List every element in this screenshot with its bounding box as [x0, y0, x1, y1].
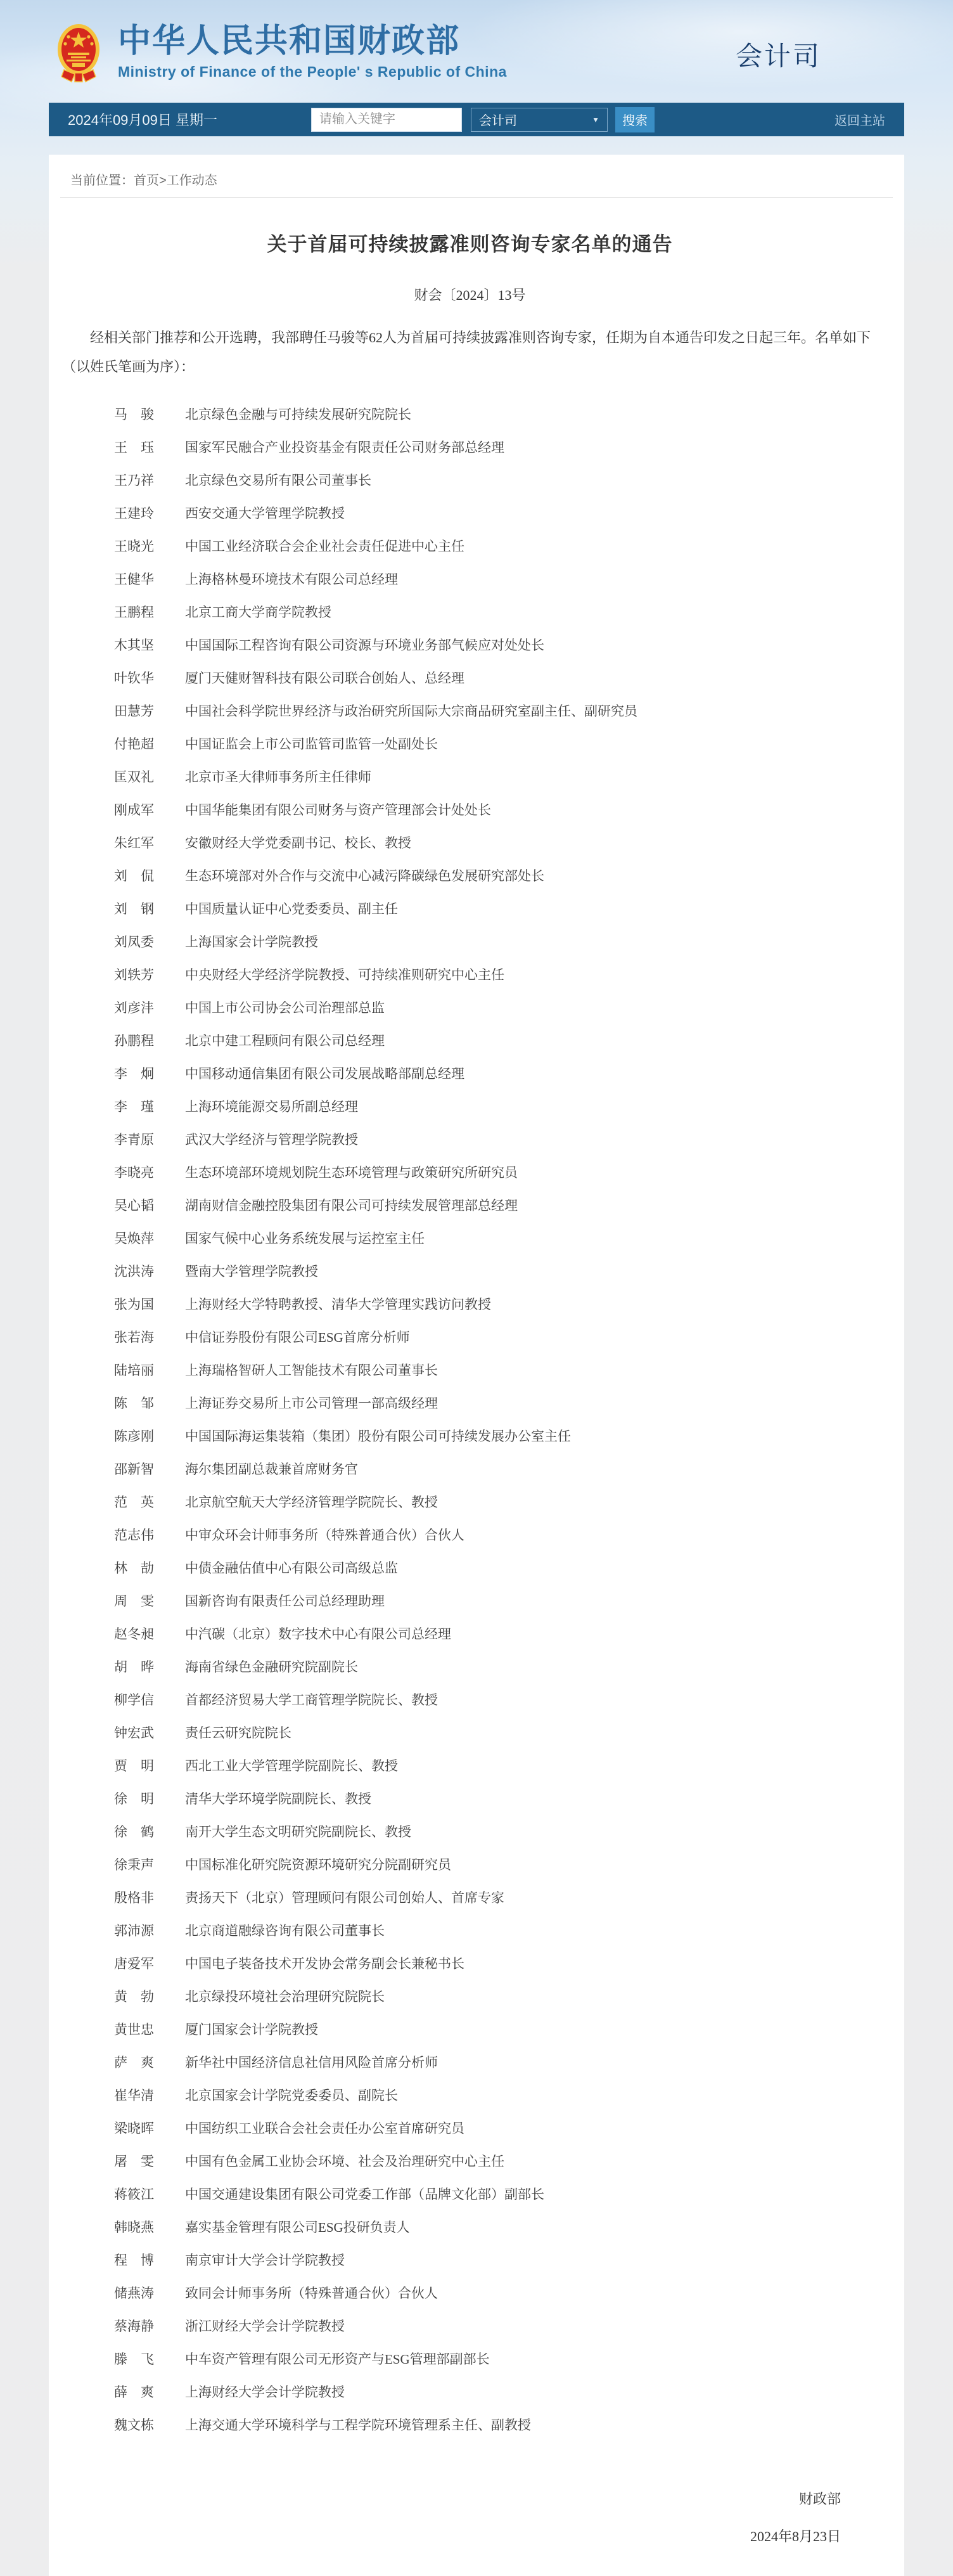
expert-title: 中国标准化研究院资源环境研究分院副研究员 [185, 1857, 451, 1872]
expert-name: 程 博 [114, 2253, 154, 2268]
expert-name: 李 炯 [114, 1066, 154, 1081]
expert-title: 厦门国家会计学院教授 [185, 2022, 318, 2037]
expert-name: 林 劼 [114, 1561, 154, 1576]
expert-row [114, 1782, 878, 1815]
expert-title: 上海交通大学环境科学与工程学院环境管理系主任、副教授 [185, 2418, 531, 2433]
expert-row [114, 629, 878, 662]
expert-name: 刘 钢 [114, 901, 154, 917]
brand [56, 23, 507, 88]
expert-row [114, 1716, 878, 1749]
expert-name: 黄 勃 [114, 1989, 154, 2004]
document-number: 财会〔2024〕13号 [414, 287, 526, 303]
search-input[interactable] [311, 108, 462, 132]
expert-name: 赵冬昶 [114, 1626, 154, 1642]
expert-row [114, 1090, 878, 1123]
breadcrumb-prefix: 当前位置： [70, 174, 134, 188]
expert-row [114, 530, 878, 563]
expert-name: 刘彦沣 [114, 1000, 154, 1015]
expert-name: 刘轶芳 [114, 967, 154, 982]
expert-title: 中国华能集团有限公司财务与资产管理部会计处处长 [185, 802, 491, 818]
expert-row [114, 1848, 878, 1881]
expert-title: 南京审计大学会计学院教授 [185, 2253, 345, 2268]
expert-title: 北京航空航天大学经济管理学院院长、教授 [185, 1495, 438, 1510]
expert-title: 中国国际海运集装箱（集团）股份有限公司可持续发展办公室主任 [185, 1429, 571, 1444]
expert-name: 张为国 [114, 1297, 154, 1312]
expert-title: 上海国家会计学院教授 [185, 934, 318, 950]
expert-title: 中车资产管理有限公司无形资产与ESG管理部副部长 [185, 2352, 490, 2367]
expert-title: 上海瑞格智研人工智能技术有限公司董事长 [185, 1363, 438, 1378]
expert-name: 田慧芳 [114, 704, 154, 719]
expert-title: 首都经济贸易大学工商管理学院院长、教授 [185, 1692, 438, 1708]
expert-name: 萨 爽 [114, 2055, 154, 2070]
expert-row [114, 1420, 878, 1453]
expert-row [114, 794, 878, 827]
expert-title: 中国纺织工业联合会社会责任办公室首席研究员 [185, 2121, 464, 2136]
expert-title: 上海财经大学特聘教授、清华大学管理实践访问教授 [185, 1297, 491, 1312]
notice-document [49, 228, 904, 2546]
expert-name: 邵新智 [114, 1462, 154, 1477]
page-title: 关于首届可持续披露准则咨询专家名单的通告 [267, 233, 673, 255]
expert-row [114, 1618, 878, 1651]
expert-title: 中债金融估值中心有限公司高级总监 [185, 1561, 398, 1576]
expert-title: 湖南财信金融控股集团有限公司可持续发展管理部总经理 [185, 1198, 518, 1213]
expert-row [114, 892, 878, 925]
expert-row [114, 2277, 878, 2310]
expert-row [114, 1486, 878, 1519]
expert-title: 中国社会科学院世界经济与政治研究所国际大宗商品研究室副主任、副研究员 [185, 704, 637, 719]
expert-name: 徐 鹤 [114, 1824, 154, 1839]
expert-name: 匡双礼 [114, 770, 154, 785]
expert-title: 北京绿色金融与可持续发展研究院院长 [185, 407, 411, 422]
expert-name: 陈 邹 [114, 1396, 154, 1411]
expert-row [114, 1123, 878, 1156]
intro-paragraph: 经相关部门推荐和公开选聘，我部聘任马骏等62人为首届可持续披露准则咨询专家，任期为自本通告印发之日起三年。名单如下（以姓氏笔画为序）： [62, 330, 871, 375]
expert-title: 上海证券交易所上市公司管理一部高级经理 [185, 1396, 438, 1411]
expert-row [114, 2145, 878, 2178]
expert-row [114, 1947, 878, 1980]
expert-title: 中国交通建设集团有限公司党委工作部（品牌文化部）副部长 [185, 2187, 544, 2202]
national-emblem-icon [56, 23, 101, 88]
breadcrumb-separator: > [159, 174, 167, 188]
expert-title: 生态环境部环境规划院生态环境管理与政策研究所研究员 [185, 1165, 518, 1180]
expert-name: 崔华清 [114, 2088, 154, 2103]
expert-name: 钟宏武 [114, 1725, 154, 1741]
expert-row [114, 596, 878, 629]
expert-title: 责扬天下（北京）管理顾问有限公司创始人、首席专家 [185, 1890, 504, 1905]
top-navigation-bar [49, 103, 904, 136]
site-header [0, 0, 953, 103]
expert-title: 中信证券股份有限公司ESG首席分析师 [185, 1330, 410, 1345]
expert-name: 叶钦华 [114, 671, 154, 686]
expert-row [114, 1288, 878, 1321]
breadcrumb-section-link[interactable]: 工作动态 [166, 174, 217, 188]
expert-name: 朱红军 [114, 835, 154, 851]
expert-title: 中国有色金属工业协会环境、社会及治理研究中心主任 [185, 2154, 504, 2169]
site-subtitle: Ministry of Finance of the People' s Republic of China [118, 63, 507, 80]
expert-name: 殷格非 [114, 1890, 154, 1905]
expert-name: 陆培丽 [114, 1363, 154, 1378]
expert-title: 北京商道融绿咨询有限公司董事长 [185, 1923, 385, 1938]
expert-row [114, 1387, 878, 1420]
expert-name: 李晓亮 [114, 1165, 154, 1180]
expert-name: 蒋筱江 [114, 2187, 154, 2202]
expert-row [114, 1585, 878, 1618]
expert-row [114, 1057, 878, 1090]
expert-row [114, 1519, 878, 1552]
expert-title: 北京中建工程顾问有限公司总经理 [185, 1033, 385, 1048]
expert-row [114, 1914, 878, 1947]
expert-name: 徐 明 [114, 1791, 154, 1806]
department-name: 会计司 [735, 41, 821, 71]
expert-row [114, 1980, 878, 2013]
expert-row [114, 827, 878, 860]
chevron-down-icon: ▼ [592, 115, 599, 124]
expert-row [114, 563, 878, 596]
expert-name: 郭沛源 [114, 1923, 154, 1938]
expert-name: 韩晓燕 [114, 2220, 154, 2235]
expert-name: 黄世忠 [114, 2022, 154, 2037]
expert-title: 中国移动通信集团有限公司发展战略部副总经理 [185, 1066, 464, 1081]
expert-row [114, 1222, 878, 1255]
breadcrumb-home-link[interactable]: 首页 [134, 174, 159, 188]
expert-name: 周 雯 [114, 1594, 154, 1609]
expert-title: 嘉实基金管理有限公司ESG投研负责人 [185, 2220, 410, 2235]
expert-row [114, 2409, 878, 2442]
expert-name: 储燕涛 [114, 2286, 154, 2301]
expert-row [114, 728, 878, 761]
expert-title: 北京市圣大律师事务所主任律师 [185, 770, 371, 785]
expert-name: 范志伟 [114, 1528, 154, 1543]
expert-name: 付艳超 [114, 737, 154, 752]
expert-row [114, 925, 878, 958]
current-date: 2024年09月09日 星期一 [68, 112, 217, 128]
expert-name: 王鹏程 [114, 605, 154, 620]
expert-name: 李 瑾 [114, 1099, 154, 1114]
expert-title: 海尔集团副总裁兼首席财务官 [185, 1462, 358, 1477]
expert-row [114, 2079, 878, 2112]
expert-name: 胡 晔 [114, 1659, 154, 1675]
expert-row [114, 1815, 878, 1848]
expert-title: 西安交通大学管理学院教授 [185, 506, 345, 521]
expert-row [114, 1881, 878, 1914]
expert-title: 中央财经大学经济学院教授、可持续准则研究中心主任 [185, 967, 504, 982]
expert-row [114, 2211, 878, 2244]
expert-title: 北京工商大学商学院教授 [185, 605, 331, 620]
expert-title: 国家军民融合产业投资基金有限责任公司财务部总经理 [185, 440, 504, 455]
expert-name: 王 珏 [114, 440, 154, 455]
expert-title: 武汉大学经济与管理学院教授 [185, 1132, 358, 1147]
expert-row [114, 1255, 878, 1288]
expert-row [114, 1354, 878, 1387]
expert-title: 上海环境能源交易所副总经理 [185, 1099, 358, 1114]
expert-title: 中国质量认证中心党委委员、副主任 [185, 901, 398, 917]
expert-name: 徐秉声 [114, 1857, 154, 1872]
expert-title: 上海格林曼环境技术有限公司总经理 [185, 572, 398, 587]
search-button[interactable]: 搜索 [615, 107, 655, 132]
expert-row [114, 2178, 878, 2211]
expert-title: 清华大学环境学院副院长、教授 [185, 1791, 371, 1806]
expert-row [114, 1321, 878, 1354]
expert-row [114, 2013, 878, 2046]
expert-name: 王健华 [114, 572, 154, 587]
expert-row [114, 2112, 878, 2145]
breadcrumb-divider [60, 197, 893, 198]
expert-row [114, 2376, 878, 2409]
expert-name: 薛 爽 [114, 2385, 154, 2400]
content-wrapper [49, 103, 904, 2576]
expert-title: 致同会计师事务所（特殊普通合伙）合伙人 [185, 2286, 438, 2301]
expert-row [114, 2343, 878, 2376]
expert-name: 马 骏 [114, 407, 154, 422]
signature-org: 财政部 [798, 2491, 841, 2507]
signature-block [62, 2489, 878, 2546]
expert-row [114, 2310, 878, 2343]
expert-name: 蔡海静 [114, 2319, 154, 2334]
expert-name: 王乃祥 [114, 473, 154, 488]
expert-title: 安徽财经大学党委副书记、校长、教授 [185, 835, 411, 851]
expert-name: 陈彦刚 [114, 1429, 154, 1444]
expert-row [114, 398, 878, 431]
expert-name: 屠 雯 [114, 2154, 154, 2169]
expert-row [114, 958, 878, 991]
expert-title: 北京绿投环境社会治理研究院院长 [185, 1989, 385, 2004]
expert-name: 王晓光 [114, 539, 154, 554]
expert-row [114, 1453, 878, 1486]
expert-row [114, 1684, 878, 1716]
expert-row [114, 2046, 878, 2079]
expert-name: 滕 飞 [114, 2352, 154, 2367]
expert-name: 刘 侃 [114, 868, 154, 884]
search-scope-value: 会计司 [479, 114, 517, 128]
expert-name: 王建玲 [114, 506, 154, 521]
expert-name: 刚成军 [114, 802, 154, 818]
expert-title: 中国电子装备技术开发协会常务副会长兼秘书长 [185, 1956, 464, 1971]
expert-name: 吴焕萍 [114, 1231, 154, 1246]
expert-title: 新华社中国经济信息社信用风险首席分析师 [185, 2055, 438, 2070]
expert-row [114, 497, 878, 530]
expert-title: 生态环境部对外合作与交流中心减污降碳绿色发展研究部处长 [185, 868, 544, 884]
expert-name: 刘凤委 [114, 934, 154, 950]
expert-name: 范 英 [114, 1495, 154, 1510]
expert-row [114, 464, 878, 497]
expert-row [114, 991, 878, 1024]
expert-title: 中国证监会上市公司监管司监管一处副处长 [185, 737, 438, 752]
signature-date: 2024年8月23日 [750, 2528, 841, 2544]
expert-title: 南开大学生态文明研究院副院长、教授 [185, 1824, 411, 1839]
site-title: 中华人民共和国财政部 [118, 23, 461, 60]
expert-row [114, 1651, 878, 1684]
content-panel [49, 155, 904, 2576]
expert-row [114, 761, 878, 794]
expert-title: 中审众环会计师事务所（特殊普通合伙）合伙人 [185, 1528, 464, 1543]
expert-name: 木其坚 [114, 638, 154, 653]
expert-title: 国家气候中心业务系统发展与运控室主任 [185, 1231, 425, 1246]
breadcrumb [49, 155, 904, 197]
expert-title: 国新咨询有限责任公司总经理助理 [185, 1594, 385, 1609]
expert-row [114, 1024, 878, 1057]
expert-name: 张若海 [114, 1330, 154, 1345]
expert-row [114, 1749, 878, 1782]
expert-row [114, 860, 878, 892]
expert-title: 中汽碳（北京）数字技术中心有限公司总经理 [185, 1626, 451, 1642]
expert-title: 厦门天健财智科技有限公司联合创始人、总经理 [185, 671, 464, 686]
expert-row [114, 2244, 878, 2277]
expert-row [114, 695, 878, 728]
expert-title: 海南省绿色金融研究院副院长 [185, 1659, 358, 1675]
expert-row [114, 1189, 878, 1222]
expert-row [114, 662, 878, 695]
expert-row [114, 431, 878, 464]
expert-title: 中国上市公司协会公司治理部总监 [185, 1000, 385, 1015]
expert-title: 中国工业经济联合会企业社会责任促进中心主任 [185, 539, 464, 554]
expert-name: 梁晓晖 [114, 2121, 154, 2136]
expert-name: 魏文栋 [114, 2418, 154, 2433]
expert-name: 贾 明 [114, 1758, 154, 1774]
back-to-main-site-link[interactable]: 返回主站 [835, 114, 885, 128]
expert-row [114, 1552, 878, 1585]
expert-row [114, 1156, 878, 1189]
expert-title: 西北工业大学管理学院副院长、教授 [185, 1758, 398, 1774]
expert-name: 孙鹏程 [114, 1033, 154, 1048]
brand-text [118, 23, 507, 80]
expert-name: 李青原 [114, 1132, 154, 1147]
expert-title: 浙江财经大学会计学院教授 [185, 2319, 345, 2334]
expert-name: 柳学信 [114, 1692, 154, 1708]
expert-title: 上海财经大学会计学院教授 [185, 2385, 345, 2400]
expert-name: 吴心韬 [114, 1198, 154, 1213]
expert-name: 唐爱军 [114, 1956, 154, 1971]
expert-title: 北京国家会计学院党委委员、副院长 [185, 2088, 398, 2103]
expert-list [62, 398, 878, 2442]
search-scope-dropdown[interactable] [471, 108, 608, 132]
expert-name: 沈洪涛 [114, 1264, 154, 1279]
expert-title: 中国国际工程咨询有限公司资源与环境业务部气候应对处处长 [185, 638, 544, 653]
expert-title: 北京绿色交易所有限公司董事长 [185, 473, 371, 488]
expert-title: 暨南大学管理学院教授 [185, 1264, 318, 1279]
expert-title: 责任云研究院院长 [185, 1725, 291, 1741]
